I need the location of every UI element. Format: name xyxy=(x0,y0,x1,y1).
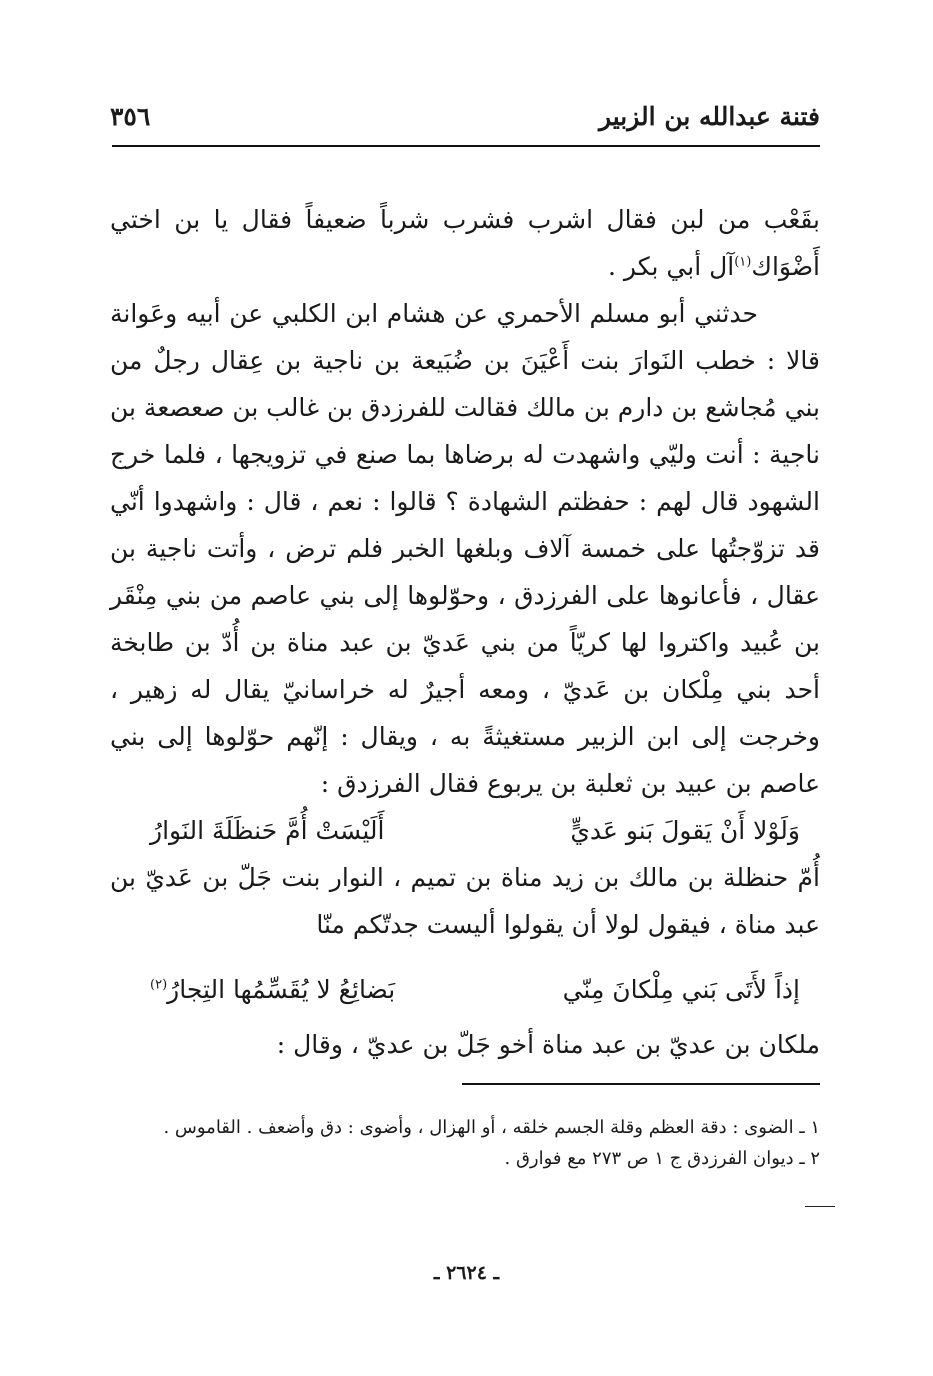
paragraph-1-text: بقَعْب من لبن فقال اشرب فشرب شرباً ضعيفاً فقال يا بن اختي أَضْوَاك xyxy=(110,205,820,281)
footnote-1: ١ ـ الضوى : دقة العظم وقلة الجسم خلقه ، أو الهزال ، وأضوى : دق وأضعف . القاموس . xyxy=(163,1117,820,1138)
footnote-ref-2: (٢) xyxy=(150,977,168,993)
footnote-rule xyxy=(462,1083,820,1085)
paragraph-2: حدثني أبو مسلم الأحمري عن هشام ابن الكلبي عن أبيه وعَوانة قالا : خطب النَوارَ بنت أَعْيَنَ بن ضُبَيعة بن ناجية بن عِقال رجلٌ من بني مُجاشع بن دارم بن مالك فقالت للفرزدق بن غالب بن صعصعة بن ناجية : أنت وليّي واشهدت له برضاها بما صنع في تزويجها ، فلما خرج الشهود قال لهم : حفظتم الشهادة ؟ قالوا : نعم ، قال : واشهدوا أنّي قد تزوّجتُها على خمسة آلاف وبلغها الخبر فلم ترض ، وأتت ناجية بن عقال ، فأعانوها على الفرزدق ، وحوّلوها إلى بني عاصم من بني مِنْقَر بن عُبيد واكتروا لها كريّاً من بني عَديّ بن عبد مناة بن أُدّ بن طابخة أحد بني مِلْكان بن عَديّ ، ومعه أجيرٌ له خراسانيّ يقال له زهير ، وخرجت إلى ابن الزبير مستغيثةً به ، ويقال : إنّهم حوّلوها إلى بني عاصم بن عبيد بن ثعلبة بن يربوع فقال الفرزدق : xyxy=(110,299,820,798)
verse-1-first-hemistich: وَلَوْلا أَنْ يَقولَ بَنو عَديٍّ xyxy=(570,816,800,845)
footnotes xyxy=(112,1112,820,1174)
verse-2-second-hemistich xyxy=(150,966,395,1013)
running-header xyxy=(110,98,820,144)
verse-2 xyxy=(110,966,820,1013)
verse-1-second-hemistich: أَلَيْسَتْ أُمَّ حَنظَلَةَ النَوارُ xyxy=(150,816,385,845)
header-rule xyxy=(112,145,820,147)
chapter-title: فتنة عبدالله بن الزبير xyxy=(598,102,820,131)
paragraph-1 xyxy=(110,196,820,290)
paragraph-4: ملكان بن عديّ بن عبد مناة أخو جَلّ بن عديّ ، وقال : xyxy=(276,1030,820,1059)
verse-2-second-text: بَضائِعُ لا يُقَسِّمُها التِجارُ xyxy=(167,975,396,1004)
verse-2-first-hemistich: إذاً لأَتَى بَني مِلْكانَ مِنّي xyxy=(562,975,800,1004)
verse-1 xyxy=(110,807,820,854)
header-page-number: ٣٥٦ xyxy=(110,102,151,131)
paragraph-3: أُمّ حنظلة بن مالك بن زيد مناة بن تميم ، النوار بنت جَلّ بن عَديّ بن عبد مناة ، فيقول لولا أن يقولوا أليست جدتّكم منّا xyxy=(110,863,820,939)
footnote-2: ٢ ـ ديوان الفرزدق ج ١ ص ٢٧٣ مع فوارق . xyxy=(504,1148,820,1169)
main-text xyxy=(110,196,820,1068)
footer-page-number: ـ ٢٦٢٤ ـ xyxy=(433,1262,500,1284)
paragraph-1-continuation: آل أبي بكر . xyxy=(608,252,735,281)
footnote-2-mark-line xyxy=(805,1206,835,1207)
footnote-ref-1: (١) xyxy=(734,254,752,270)
